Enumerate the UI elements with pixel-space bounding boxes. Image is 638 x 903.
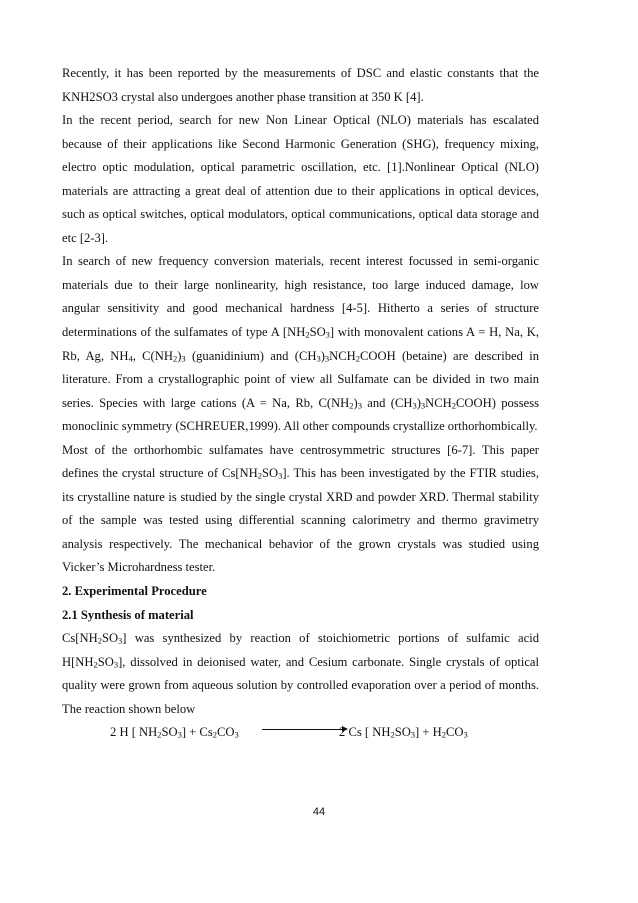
paragraph-sulfamate-structures: In search of new frequency conversion materials, recent interest focussed in semi-organic materials due to their large nonlinearity, high resistance, too large induced damage, low angular sensitivity and good mechanical hardness [4-5]. Hitherto a series of structure determinations of the sulfamates of type A $[NH_2SO_3]$ with monovalent cations A = H, Na, K, Rb, Ag, $NH_4$, $C(NH_2)_3$ (guanidinium) and $(CH_3)_3NCH_2COOH$ (betaine) are described in literature. From a crystallographic point of view all Sulfamate can be divided in two main series. Species with large cations (A = Na, Rb, $C(NH_2)_3$ and $(CH_3)_3NCH_2COOH$) possess monoclinic symmetry (SCHREUER,1999). All other compounds crystallize orthorhombically. — [62, 254, 540, 434]
reaction-equation — [62, 721, 539, 745]
paragraph-phase-transition: Recently, it has been reported by the measurements of DSC and elastic constants that the KNH2SO3 crystal also undergoes another phase transition at 350 K [4]. — [62, 66, 539, 104]
subsection-heading-synthesis: 2.1 Synthesis of material — [62, 607, 194, 622]
page-number: 44 — [312, 806, 326, 818]
paragraph-synthesis: $Cs[NH_2SO_3]$ was synthesized by reaction of stoichiometric portions of sulfamic acid $H[NH_2SO_3]$, dissolved in deionised water, and Cesium carbonate. Single crystals of optical quality were grown from aqueous solution by controlled evaporation over a period of months. The reaction shown below — [62, 631, 539, 716]
reaction-arrow-icon — [262, 729, 346, 730]
paragraph-nlo-materials: In the recent period, search for new Non Linear Optical (NLO) materials has escalated because of their applications like Second Harmonic Generation (SHG), frequency mixing, electro optic modulation, optical parametric oscillation, etc. [1].Nonlinear Optical (NLO) materials are attracting a great deal of attention due to their applications in optical devices, such as optical switches, optical modulators, optical communications, optical data storage and etc [2-3]. — [62, 113, 539, 245]
paragraph-crystal-structure: Most of the orthorhombic sulfamates have centrosymmetric structures [6-7]. This paper defines the crystal structure of $Cs[NH_2SO_3]$. This has been investigated by the FTIR studies, its crystalline nature is studied by the single crystal XRD and powder XRD. Thermal stability of the sample was tested using differential scanning calorimetry and thermo gravimetry analysis respectively. The mechanical behavior of the grown crystals was studied using Vicker’s Microhardness tester. — [62, 442, 539, 575]
equation-reactants: 2 H [ $NH_2SO_3] + Cs_2CO_3$ — [110, 725, 239, 740]
document-page — [62, 62, 539, 745]
section-heading-experimental-procedure: 2. Experimental Procedure — [62, 584, 207, 599]
equation-products: 2 Cs [ $NH_2SO_3] + H_2CO_3$ — [339, 725, 468, 740]
